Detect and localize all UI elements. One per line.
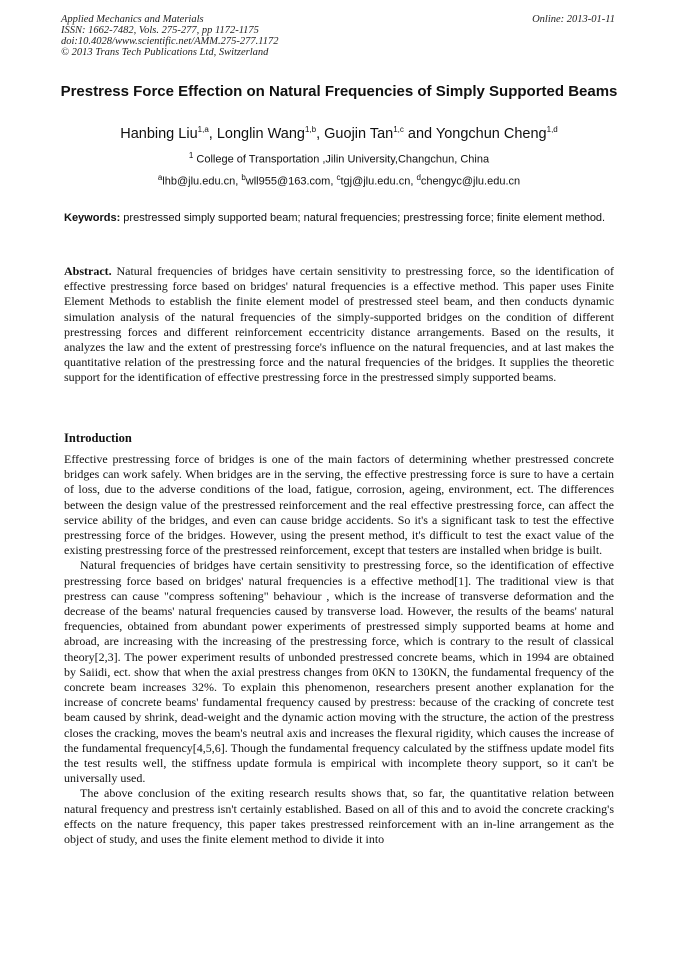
paper-title: Prestress Force Effection on Natural Frequencies of Simply Supported Beams [60,83,618,100]
issn-line: ISSN: 1662-7482, Vols. 275-277, pp 1172-1175 [61,25,259,36]
email-mark: c [336,173,341,182]
author-affil-mark: 1,a [197,125,209,134]
author-affil-mark: 1,b [304,125,317,134]
email-mark: d [416,173,421,182]
keywords-text: prestressed simply supported beam; natural frequencies; prestressing force; finite element method. [120,212,606,224]
email-mark: a [157,173,163,182]
abstract-text: Natural frequencies of bridges have certain sensitivity to prestressing force, so the identification of effective prestressing force based on bridges' natural frequencies is a effective method. This paper uses Finite Element Methods to establish the finite element model of prestressed steel beam, and then conducts dynamic simulation analysis of the natural frequencies of the simply-supported bridges on the condition of different prestressing forces and different reinforcement eccentricity distance arrangements. Based on the results, it analyzes the law and the extent of prestressing force's influence on the natural frequencies, and at last makes the quantitative relation of the prestressing force and the natural frequencies of the bridges. It supplies the theoretic support for the identification of effective prestressing force in the prestressed simply supported beams. [64,264,614,385]
email-mark: b [241,173,246,182]
affiliation [40,151,638,166]
author-name: Longlin Wang [216,125,305,142]
email-address: chengyc@jlu.edu.cn [420,175,521,188]
author-affil-mark: 1,c [393,125,404,134]
author-name: Yongchun Cheng [435,125,547,142]
online-date: Online: 2013-01-11 [532,14,615,25]
journal-name: Applied Mechanics and Materials [61,14,204,25]
keywords-section [64,211,614,225]
email-address: wll955@163.com, [245,175,337,188]
body-paragraph: The above conclusion of the exiting research results shows that, so far, the quantitative relation between natural frequency and prestress isn't certainly established. Based on all of this and to avoid the concrete cracking's effects on the nature frequency, this paper takes prestressed reinforcement with an in-line arrangement as the object of study, and uses the finite element method to divide it into [64,786,614,847]
abstract-label: Abstract. [64,264,112,278]
author-list [40,125,638,142]
author-name: Guojin Tan [324,125,394,142]
email-list [40,173,638,188]
author-affil-mark: 1,d [546,125,558,134]
keywords-label: Keywords: [64,212,121,224]
author-separator: , [316,125,325,142]
introduction-body [64,452,614,847]
author-separator: , [208,125,217,142]
author-name: Hanbing Liu [120,125,198,142]
journal-header [61,14,278,58]
body-paragraph: Effective prestressing force of bridges is one of the main factors of determining whether prestressed concrete bridges can work safely. When bridges are in the serving, the effective prestressing force is sure to have a certain of loss, due to the adverse conditions of the load, fatigue, corrosion, ageing, environment, ect. The differences between the design value of the prestressed reinforcement and the real effective prestressing force, can affect the service ability of the bridges, and even can cause bridge accidents. So it's a significant task to test the effective prestressing force of the bridges. However, using the present method, it's difficult to test the exact value of the existing prestressing force of the prestressed reinforcement, except that testers are installed when bridge is built. [64,452,614,558]
body-paragraph: Natural frequencies of bridges have certain sensitivity to prestressing force, so the identification of effective prestressing force based on bridges' natural frequencies is a effective method[1]. The traditional view is that prestress can cause "compress softening" behaviour , which is the increase of transverse deformation and the decrease of the beams' natural frequencies caused by transverse load. However, the results of the beams' natural frequencies, obtained from abundant power experiments of prestressed simply supported beams at home and abroad, are increasing with the increasing of the prestressing force, which is contrary to the result of classical theory[2,3]. The power experiment results of unbonded prestressed concrete beams, which in 1994 are obtained by Saiidi, ect. show that when the axial prestress changes from 0KN to 130KN, the fundamental frequency of the concrete beam increases 32%. To explain this phenomenon, researchers present another explanation for the increase of concrete beams' fundamental frequency caused by prestress: because of the cracking of concrete test beam caused by shrink, dead-weight and the dynamic action moving with the structure, the action of the prestress closes the cracking, moves the beam's neutral axis and increases the flexural rigidity, which causes the increase of the fundamental frequency[4,5,6]. Though the fundamental frequency calculated by the stiffness update model fits the test results well, the stiffness update formula is empirical with incomplete theory support, so it can't be universally used. [64,558,614,786]
author-separator: and [403,125,436,142]
section-heading: Introduction [64,431,132,445]
doi-line: doi:10.4028/www.scientific.net/AMM.275-277.1172 [61,36,279,47]
copyright-line: © 2013 Trans Tech Publications Ltd, Switzerland [61,47,269,58]
affiliation-mark: 1 [188,151,194,160]
email-address: lhb@jlu.edu.cn, [162,175,242,188]
abstract-section [64,264,614,386]
affiliation-text: College of Transportation ,Jilin University,Changchun, China [193,153,490,166]
email-address: tgj@jlu.edu.cn, [340,175,417,188]
